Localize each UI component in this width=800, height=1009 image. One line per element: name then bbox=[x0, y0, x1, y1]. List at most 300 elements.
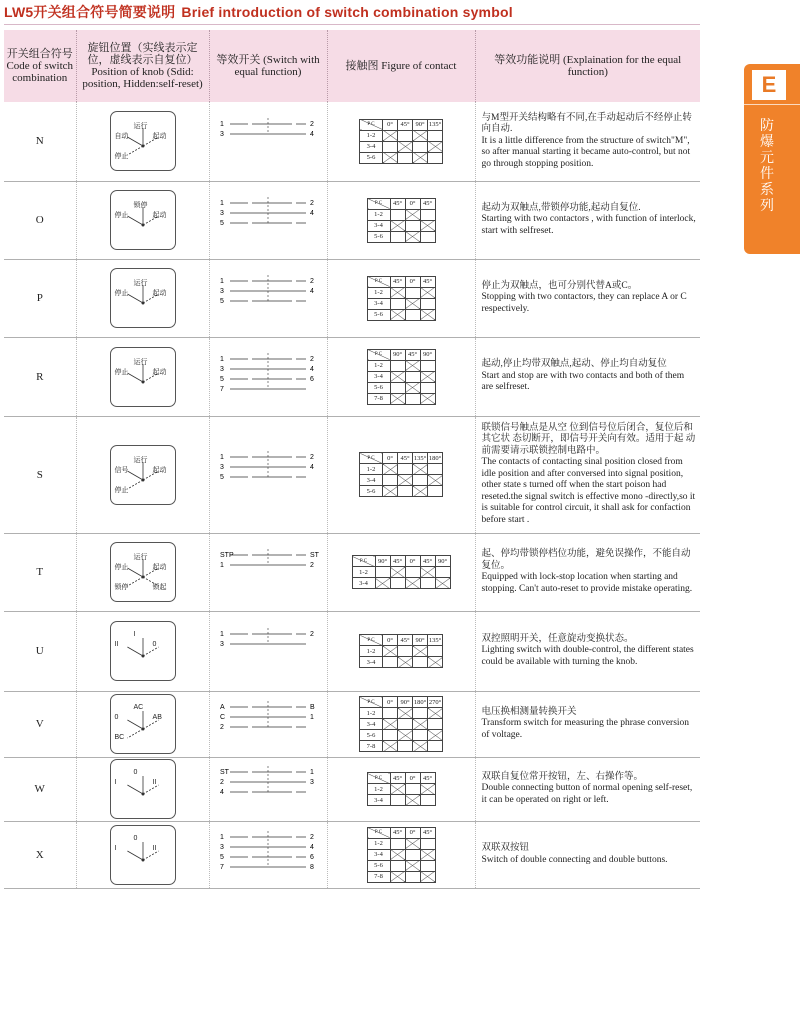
switch-schematic bbox=[218, 697, 318, 747]
equivalent-switch bbox=[209, 691, 327, 757]
knob-label: 0 bbox=[133, 834, 138, 842]
contact-open bbox=[420, 838, 435, 849]
switch-pin-label: 3 bbox=[220, 130, 224, 138]
contact-angle: 135° bbox=[428, 121, 442, 129]
switch-pin-label: 2 bbox=[220, 723, 224, 731]
side-tab-divider bbox=[744, 104, 800, 105]
explanation-cn: 联锁信号触点是从空 位到信号位后闭合，复位后和其它状 态切断开，即信号开关向有效。适用于起 动前需要请示联锁控制电路中。 bbox=[481, 422, 696, 456]
switch-pin-label: 8 bbox=[310, 864, 314, 871]
switch-pin-label: 5 bbox=[220, 297, 224, 305]
contact-pair: 1-2 bbox=[367, 209, 390, 220]
contact-figure bbox=[327, 102, 475, 181]
contact-figure bbox=[327, 691, 475, 757]
contact-corner: P C bbox=[360, 697, 383, 708]
knob-position bbox=[76, 821, 209, 888]
knob-position bbox=[76, 611, 209, 691]
contact-closed bbox=[413, 464, 428, 475]
knob-diagram bbox=[110, 268, 176, 328]
equivalent-switch bbox=[209, 757, 327, 821]
knob-position-line bbox=[127, 146, 143, 155]
contact-pair: 5-6 bbox=[367, 231, 390, 242]
knob-label: 运行 bbox=[133, 456, 148, 464]
switch-pin-label: A bbox=[220, 703, 225, 711]
contact-closed bbox=[398, 475, 413, 486]
switch-pin-label: 1 bbox=[220, 356, 224, 363]
contact-open bbox=[428, 646, 443, 657]
knob-pivot bbox=[141, 793, 144, 796]
contact-open bbox=[383, 708, 398, 719]
knob-diagram bbox=[110, 347, 176, 407]
contact-open bbox=[428, 152, 443, 163]
contact-corner: P C bbox=[367, 773, 390, 784]
switch-pin-label: 6 bbox=[310, 376, 314, 383]
contact-closed bbox=[383, 152, 398, 163]
knob-label: I bbox=[114, 844, 117, 852]
contact-open bbox=[428, 719, 443, 730]
contact-closed bbox=[383, 646, 398, 657]
switch-pin-label: 1 bbox=[220, 120, 224, 128]
explanation-en: Switch of double connecting and double buttons. bbox=[481, 854, 668, 865]
contact-open bbox=[420, 578, 435, 589]
knob-pivot bbox=[141, 302, 144, 305]
contact-closed bbox=[405, 382, 420, 393]
switch-pin-label: 5 bbox=[220, 474, 224, 481]
switch-code: U bbox=[4, 611, 76, 691]
contact-open bbox=[383, 141, 398, 152]
knob-label: 起动 bbox=[152, 133, 167, 141]
contact-closed bbox=[383, 486, 398, 497]
contact-open bbox=[390, 209, 405, 220]
contact-row bbox=[367, 849, 435, 860]
contact-row bbox=[367, 382, 435, 393]
contact-angle: 0° bbox=[405, 198, 420, 209]
contact-row bbox=[360, 464, 443, 475]
contact-angle: 0° bbox=[405, 773, 420, 784]
switch-pin-label: 2 bbox=[310, 630, 314, 638]
contact-closed bbox=[383, 741, 398, 752]
switch-pin-label: 4 bbox=[310, 287, 314, 295]
switch-pin-label: 7 bbox=[220, 386, 224, 393]
contact-open bbox=[413, 657, 428, 668]
contact-closed bbox=[390, 309, 405, 320]
contact-pair: 3-4 bbox=[360, 719, 383, 730]
contact-header-row bbox=[352, 556, 450, 567]
contact-closed bbox=[398, 657, 413, 668]
table-row bbox=[4, 757, 700, 821]
contact-closed bbox=[405, 360, 420, 371]
switch-pin-label: 3 bbox=[220, 844, 224, 851]
knob-position-line bbox=[127, 568, 143, 577]
contact-pair: 3-4 bbox=[352, 578, 375, 589]
contact-figure bbox=[327, 259, 475, 337]
contact-open bbox=[390, 838, 405, 849]
switch-pin-label: 4 bbox=[310, 464, 314, 471]
switch-pin-label: 2 bbox=[310, 277, 314, 285]
knob-pivot bbox=[141, 576, 144, 579]
contact-row bbox=[367, 784, 435, 795]
table-row bbox=[4, 611, 700, 691]
contact-row bbox=[360, 730, 443, 741]
contact-pair: 3-4 bbox=[367, 795, 390, 806]
switch-pin-label: 5 bbox=[220, 376, 224, 383]
contact-angle: 45° bbox=[405, 349, 420, 360]
switch-pin-label: 1 bbox=[220, 277, 224, 285]
switch-pin-label: 5 bbox=[220, 219, 224, 227]
contact-pair: 1-2 bbox=[360, 708, 383, 719]
switch-schematic bbox=[218, 114, 318, 164]
contact-open bbox=[405, 287, 420, 298]
contact-closed bbox=[420, 309, 435, 320]
contact-open bbox=[390, 795, 405, 806]
contact-row bbox=[367, 209, 435, 220]
knob-position-line bbox=[127, 851, 143, 860]
contact-header-row bbox=[367, 349, 435, 360]
contact-pair: 1-2 bbox=[367, 287, 390, 298]
knob-label: 运行 bbox=[133, 123, 148, 131]
contact-pair: 1-2 bbox=[352, 567, 375, 578]
switch-pin-label: 1 bbox=[220, 454, 224, 461]
symbol-table bbox=[4, 30, 700, 889]
contact-pair: 7-8 bbox=[367, 393, 390, 404]
switch-pin-label: 7 bbox=[220, 864, 224, 871]
knob-label: 起动 bbox=[152, 290, 167, 297]
contact-row bbox=[367, 371, 435, 382]
knob-diagram bbox=[110, 694, 176, 754]
knob-label: 信号 bbox=[114, 466, 129, 474]
contact-corner: P C bbox=[360, 453, 383, 464]
contact-open bbox=[398, 130, 413, 141]
contact-closed bbox=[383, 719, 398, 730]
knob-label: 0 bbox=[133, 769, 138, 776]
explanation-en: Starting with two contactors , with function of interlock, start with selfreset. bbox=[481, 214, 696, 236]
contact-figure bbox=[327, 611, 475, 691]
contact-corner: P C bbox=[367, 349, 390, 360]
function-explanation bbox=[475, 102, 700, 181]
knob-position-line bbox=[143, 720, 159, 729]
knob-diagram bbox=[110, 111, 176, 171]
function-explanation bbox=[475, 611, 700, 691]
contact-angle: 0° bbox=[383, 453, 398, 464]
switch-pin-label: 1 bbox=[310, 713, 314, 721]
knob-pivot bbox=[141, 224, 144, 227]
knob-label: 停止 bbox=[114, 290, 129, 297]
contact-table bbox=[359, 119, 443, 164]
knob-label: 自动 bbox=[114, 133, 129, 141]
contact-angle: 45° bbox=[390, 198, 405, 209]
contact-corner: P C bbox=[352, 556, 375, 567]
contact-angle: 180° bbox=[428, 454, 442, 462]
contact-closed bbox=[405, 860, 420, 871]
contact-figure bbox=[327, 757, 475, 821]
contact-closed bbox=[420, 371, 435, 382]
contact-closed bbox=[405, 838, 420, 849]
contact-closed bbox=[398, 141, 413, 152]
explanation-en: It is a little difference from the structure of switch"M", so after manual starting it became auto-control, but not go through stopping position. bbox=[481, 135, 691, 169]
contact-angle: 90° bbox=[413, 119, 428, 130]
contact-open bbox=[435, 567, 450, 578]
switch-schematic bbox=[218, 624, 318, 674]
explanation-en: Stopping with two contactors, they can replace A or C respectively. bbox=[481, 292, 687, 314]
switch-code: R bbox=[4, 337, 76, 416]
contact-row bbox=[360, 741, 443, 752]
contact-row bbox=[360, 646, 443, 657]
contact-angle: 45° bbox=[420, 556, 435, 567]
contact-corner: P C bbox=[367, 198, 390, 209]
title-cn: LW5开关组合符号简要说明 bbox=[4, 4, 176, 20]
contact-header-row bbox=[360, 635, 443, 646]
knob-label: 锁停 bbox=[114, 584, 129, 591]
knob-label: 运行 bbox=[133, 280, 148, 287]
switch-schematic bbox=[218, 271, 318, 321]
contact-closed bbox=[413, 486, 428, 497]
contact-pair: 3-4 bbox=[360, 141, 383, 152]
switch-pin-label: STP bbox=[220, 551, 234, 559]
contact-corner: P C bbox=[367, 276, 390, 287]
switch-pin-label: 1 bbox=[220, 199, 224, 207]
knob-diagram bbox=[110, 542, 176, 602]
contact-open bbox=[405, 849, 420, 860]
switch-pin-label: 4 bbox=[310, 844, 314, 851]
knob-pivot bbox=[141, 655, 144, 658]
contact-closed bbox=[405, 795, 420, 806]
contact-table bbox=[359, 696, 443, 752]
knob-position bbox=[76, 691, 209, 757]
contact-pair: 1-2 bbox=[367, 784, 390, 795]
contact-pair: 5-6 bbox=[360, 730, 383, 741]
switch-pin-label: 2 bbox=[310, 120, 314, 128]
contact-open bbox=[398, 646, 413, 657]
contact-angle: 45° bbox=[390, 276, 405, 287]
contact-closed bbox=[405, 231, 420, 242]
knob-label: 运行 bbox=[133, 554, 148, 561]
contact-angle: 90° bbox=[390, 349, 405, 360]
contact-angle: 135° bbox=[428, 636, 442, 644]
contact-closed bbox=[390, 287, 405, 298]
function-explanation bbox=[475, 533, 700, 611]
contact-angle: 45° bbox=[390, 773, 405, 784]
contact-closed bbox=[413, 130, 428, 141]
equivalent-switch bbox=[209, 337, 327, 416]
contact-closed bbox=[420, 849, 435, 860]
switch-pin-label: C bbox=[220, 713, 226, 721]
knob-label: 起动 bbox=[152, 212, 167, 219]
switch-pin-label: 2 bbox=[220, 778, 224, 786]
knob-label: BC bbox=[114, 734, 125, 741]
contact-open bbox=[413, 708, 428, 719]
function-explanation bbox=[475, 691, 700, 757]
knob-label: AC bbox=[133, 704, 144, 711]
knob-diagram bbox=[110, 825, 176, 885]
knob-label: 运行 bbox=[133, 358, 148, 366]
equivalent-switch bbox=[209, 259, 327, 337]
contact-row bbox=[367, 860, 435, 871]
knob-diagram bbox=[110, 190, 176, 250]
contact-row bbox=[367, 393, 435, 404]
switch-pin-label: 1 bbox=[310, 768, 314, 776]
equivalent-switch bbox=[209, 533, 327, 611]
explanation-cn: 电压换相测量转换开关 bbox=[481, 706, 577, 717]
contact-open bbox=[405, 784, 420, 795]
contact-row bbox=[360, 152, 443, 163]
switch-schematic bbox=[218, 762, 318, 812]
contact-open bbox=[428, 130, 443, 141]
table-row bbox=[4, 416, 700, 533]
contact-header-row bbox=[360, 453, 443, 464]
knob-diagram bbox=[110, 759, 176, 819]
contact-corner: P C bbox=[360, 119, 383, 130]
knob-position-line bbox=[127, 785, 143, 794]
switch-pin-label: 4 bbox=[310, 209, 314, 217]
contact-open bbox=[390, 860, 405, 871]
contact-row bbox=[367, 838, 435, 849]
title-divider bbox=[4, 24, 700, 25]
knob-position-line bbox=[127, 647, 143, 656]
contact-angle: 180° bbox=[413, 698, 427, 706]
explanation-cn: 与M型开关结构略有不同,在手动起动后不经停止转向自动. bbox=[481, 112, 692, 134]
contact-angle: 90° bbox=[413, 635, 428, 646]
explanation-en: The contacts of contacting sinal position closed from idle position and after conversed into signal position, other state s turned off when the start poison had reseted.the signal switch is effective mono -directly,so it is suitable for control circuit, it shall ask for confaction before start . bbox=[481, 457, 696, 525]
switch-pin-label: 3 bbox=[220, 287, 224, 295]
knob-label: 停止 bbox=[114, 212, 129, 219]
switch-pin-label: 1 bbox=[220, 561, 224, 569]
contact-closed bbox=[390, 784, 405, 795]
contact-closed bbox=[420, 784, 435, 795]
switch-pin-label: 1 bbox=[220, 834, 224, 841]
contact-row bbox=[360, 708, 443, 719]
switch-code: O bbox=[4, 181, 76, 259]
contact-angle: 0° bbox=[405, 276, 420, 287]
contact-open bbox=[405, 567, 420, 578]
knob-pivot bbox=[141, 145, 144, 148]
contact-closed bbox=[435, 578, 450, 589]
switch-schematic bbox=[218, 827, 318, 877]
knob-label: 锁起 bbox=[152, 584, 167, 591]
knob-label: II bbox=[152, 779, 157, 786]
contact-row bbox=[360, 130, 443, 141]
contact-pair: 3-4 bbox=[367, 220, 390, 231]
contact-angle: 0° bbox=[405, 827, 420, 838]
contact-closed bbox=[375, 578, 390, 589]
contact-angle: 0° bbox=[405, 556, 420, 567]
switch-pin-label: 2 bbox=[310, 454, 314, 461]
contact-pair: 5-6 bbox=[360, 152, 383, 163]
contact-open bbox=[390, 231, 405, 242]
contact-row bbox=[360, 657, 443, 668]
contact-pair: 7-8 bbox=[367, 871, 390, 882]
knob-position bbox=[76, 337, 209, 416]
contact-pair: 1-2 bbox=[360, 646, 383, 657]
contact-pair: 3-4 bbox=[360, 475, 383, 486]
contact-open bbox=[405, 371, 420, 382]
contact-header-row bbox=[360, 697, 443, 708]
switch-pin-label: 4 bbox=[310, 366, 314, 373]
switch-pin-label: 3 bbox=[220, 366, 224, 373]
switch-schematic bbox=[218, 545, 318, 595]
contact-closed bbox=[420, 287, 435, 298]
contact-pair: 5-6 bbox=[367, 860, 390, 871]
contact-open bbox=[390, 298, 405, 309]
contact-angle: 45° bbox=[420, 773, 435, 784]
explanation-en: Transform switch for measuring the phrase conversion of voltage. bbox=[481, 718, 690, 740]
explanation-cn: 起、停均带锁停档位功能，避免误操作，不能自动复位。 bbox=[481, 549, 691, 571]
contact-open bbox=[405, 871, 420, 882]
switch-schematic bbox=[218, 193, 318, 243]
knob-diagram bbox=[110, 445, 176, 505]
contact-pair: 1-2 bbox=[367, 360, 390, 371]
contact-pair: 1-2 bbox=[360, 464, 383, 475]
knob-position-line bbox=[143, 785, 159, 794]
contact-pair: 3-4 bbox=[367, 849, 390, 860]
switch-pin-label: ST bbox=[310, 551, 319, 559]
switch-pin-label: 2 bbox=[310, 834, 314, 841]
function-explanation bbox=[475, 337, 700, 416]
contact-corner: P C bbox=[360, 635, 383, 646]
contact-open bbox=[383, 475, 398, 486]
explanation-cn: 双联双按钮 bbox=[481, 843, 530, 853]
contact-pair: 1-2 bbox=[367, 838, 390, 849]
knob-label: 停止 bbox=[114, 564, 129, 571]
knob-position-line bbox=[127, 577, 143, 586]
contact-row bbox=[367, 231, 435, 242]
section-side-tab bbox=[744, 64, 800, 254]
contact-row bbox=[367, 871, 435, 882]
contact-closed bbox=[405, 578, 420, 589]
header-knob: 旋钮位置（实线表示定位，虚线表示自复位）Position of knob (Sdid: position, Hidden:self-reset) bbox=[76, 30, 209, 102]
knob-label: II bbox=[152, 844, 157, 852]
contact-closed bbox=[390, 871, 405, 882]
knob-position-line bbox=[127, 480, 143, 489]
title-en: Brief introduction of switch combination symbol bbox=[181, 4, 513, 20]
contact-angle: 45° bbox=[390, 556, 405, 567]
contact-open bbox=[420, 209, 435, 220]
contact-header-row bbox=[367, 827, 435, 838]
switch-pin-label: 2 bbox=[310, 356, 314, 363]
knob-position-line bbox=[127, 137, 143, 146]
switch-code: X bbox=[4, 821, 76, 888]
contact-open bbox=[383, 657, 398, 668]
contact-angle: 90° bbox=[420, 349, 435, 360]
knob-label: AB bbox=[152, 714, 162, 721]
header-explain: 等效功能说明 (Explaination for the equal function) bbox=[475, 30, 700, 102]
contact-closed bbox=[390, 371, 405, 382]
contact-pair: 3-4 bbox=[367, 298, 390, 309]
contact-angle: 90° bbox=[375, 556, 390, 567]
explanation-cn: 双联自复位常开按钮，左、右操作等。 bbox=[481, 771, 644, 782]
contact-open bbox=[413, 475, 428, 486]
contact-row bbox=[367, 287, 435, 298]
contact-pair: 5-6 bbox=[367, 382, 390, 393]
contact-closed bbox=[413, 152, 428, 163]
equivalent-switch bbox=[209, 181, 327, 259]
knob-lines bbox=[111, 622, 175, 680]
knob-label: 停止 bbox=[114, 368, 129, 376]
contact-closed bbox=[383, 130, 398, 141]
contact-open bbox=[413, 730, 428, 741]
contact-figure bbox=[327, 533, 475, 611]
contact-angle: 45° bbox=[390, 827, 405, 838]
contact-row bbox=[367, 298, 435, 309]
knob-label: 起动 bbox=[152, 564, 167, 571]
contact-closed bbox=[428, 657, 443, 668]
knob-label: 停止 bbox=[114, 486, 129, 494]
contact-table bbox=[367, 827, 436, 883]
contact-angle: 45° bbox=[398, 453, 413, 464]
switch-pin-label: 3 bbox=[310, 778, 314, 786]
knob-label: 0 bbox=[114, 714, 119, 721]
contact-pair: 5-6 bbox=[367, 309, 390, 320]
contact-pair: 5-6 bbox=[360, 486, 383, 497]
contact-row bbox=[352, 567, 450, 578]
